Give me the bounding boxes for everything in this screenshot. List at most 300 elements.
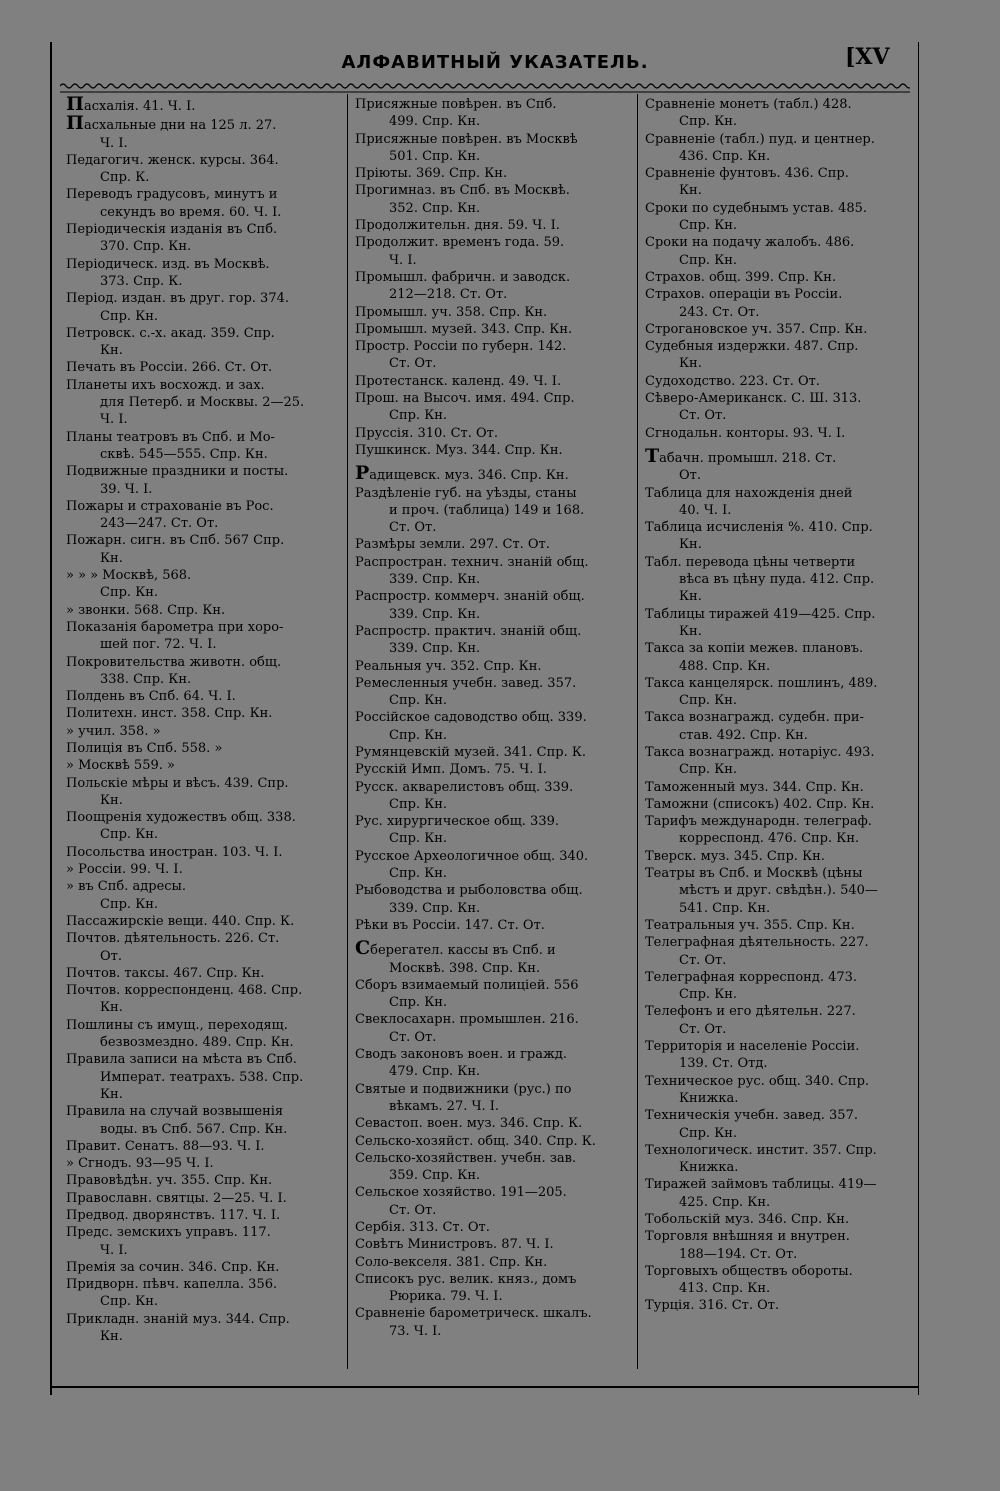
- index-entry-text: Политехн. инст. 358. Спр. Кн.: [66, 706, 273, 722]
- index-entry: [645, 200, 920, 235]
- index-entry: [355, 675, 635, 710]
- index-entry-text: Технологическ. инстит. 357. Спр.: [645, 1142, 877, 1158]
- page-border-bottom: [50, 1386, 919, 1388]
- index-entry-text: Таблица для нахожденія дней: [645, 485, 853, 501]
- index-entry-continuation: Спр. Кн.: [389, 408, 448, 424]
- index-entry: [355, 217, 635, 234]
- index-entry-continuation: 339. Спр. Кн.: [389, 606, 481, 622]
- index-entry-text: Сроки на подачу жалобъ. 486.: [645, 235, 855, 251]
- index-entry: [355, 182, 635, 217]
- index-entry-text: Таможенный муз. 344. Спр. Кн.: [645, 779, 864, 795]
- index-entry-continuation: Спр. Кн.: [389, 727, 448, 743]
- index-entry-continuation: Спр. Кн.: [679, 762, 738, 778]
- index-entry-text: Театры въ Спб. и Москвѣ (цѣны: [645, 866, 863, 882]
- index-column-1: [66, 93, 346, 1345]
- index-entry-text: Правит. Сенатъ. 88—93. Ч. I.: [66, 1138, 265, 1154]
- index-entry-text: Страхов. операціи въ Россіи.: [645, 287, 843, 303]
- index-entry-text: Тверск. муз. 345. Спр. Кн.: [645, 848, 825, 864]
- index-entry-continuation: Ст. От.: [679, 408, 727, 424]
- index-entry-continuation: Кн.: [100, 1000, 123, 1016]
- index-entry-rest: асхалія. 41. Ч. I.: [83, 99, 196, 114]
- index-entry-continuation: Кн.: [100, 792, 123, 808]
- index-entry: [66, 723, 346, 740]
- index-section-initial: Р: [355, 462, 370, 485]
- index-entry-text: Почтов. корреспонденц. 468. Спр.: [66, 983, 303, 999]
- index-entry: [66, 112, 346, 152]
- index-entry: [645, 1003, 920, 1038]
- index-entry: [66, 429, 346, 464]
- index-entry: [355, 1150, 635, 1185]
- index-entry: [355, 917, 635, 934]
- index-entry: [66, 1259, 346, 1276]
- index-entry-text: Торговля внѣшняя и внутрен.: [645, 1229, 850, 1245]
- index-entry-text: Пруссія. 310. Ст. От.: [355, 425, 498, 441]
- index-entry-continuation: Кн.: [679, 589, 702, 605]
- index-entry-text: Сравненіе (табл.) пуд. и центнер.: [645, 131, 875, 147]
- index-entry: [645, 675, 920, 710]
- index-entry-text: Полдень въ Спб. 64. Ч. I.: [66, 689, 236, 705]
- index-entry: [645, 554, 920, 606]
- index-entry-continuation: 359. Спр. Кн.: [389, 1168, 481, 1184]
- index-entry: [645, 1073, 920, 1108]
- index-entry-text: Сравненіе барометрическ. шкалъ.: [355, 1306, 592, 1322]
- index-entry-text: Простр. Россіи по губерн. 142.: [355, 339, 567, 355]
- index-entry: [645, 519, 920, 554]
- index-entry-continuation: Спр. Кн.: [100, 827, 159, 843]
- index-entry-text: Педагогич. женск. курсы. 364.: [66, 152, 279, 168]
- index-entry: [645, 779, 920, 796]
- index-entry: [645, 709, 920, 744]
- index-entry: [645, 934, 920, 969]
- index-entry-text: Предс. земскихъ управъ. 117.: [66, 1225, 271, 1241]
- index-entry: [355, 1133, 635, 1150]
- index-entry: [66, 377, 346, 429]
- index-entry-text: Поощренія художествъ общ. 338.: [66, 810, 296, 826]
- index-entry-text: Телефонъ и его дѣятельн. 227.: [645, 1004, 856, 1020]
- index-entry: [355, 813, 635, 848]
- index-entry-continuation: 373. Спр. К.: [100, 273, 183, 289]
- index-entry-text: Румянцевскій музей. 341. Спр. К.: [355, 744, 587, 760]
- index-entry: [66, 1207, 346, 1224]
- index-entry-text: Таблицы тиражей 419—425. Спр.: [645, 606, 876, 622]
- index-entry-rest: абачн. промышл. 218. Ст.: [659, 450, 837, 466]
- index-entry-text: Соло-векселя. 381. Спр. Кн.: [355, 1254, 548, 1270]
- index-entry-continuation: для Петерб. и Москвы. 2—25.: [100, 395, 305, 411]
- index-entry-continuation: Спр. Кн.: [100, 1294, 159, 1310]
- index-entry-text: Почтов. дѣятельность. 226. Ст.: [66, 931, 280, 947]
- index-entry: [645, 1297, 920, 1314]
- index-entry-text: Таможни (списокъ) 402. Спр. Кн.: [645, 796, 875, 812]
- index-entry-continuation: мѣстъ и друг. свѣдѣн.). 540—: [679, 883, 878, 899]
- index-entry-continuation: Ч. I.: [100, 1242, 128, 1258]
- index-entry-text: Присяжные повѣрен. въ Москвѣ: [355, 131, 578, 147]
- index-entry-continuation: Спр. Кн.: [389, 693, 448, 709]
- page-number: [XV: [845, 44, 890, 70]
- index-entry-text: Пожары и страхованіе въ Рос.: [66, 498, 274, 514]
- index-entry-continuation: 479. Спр. Кн.: [389, 1064, 481, 1080]
- index-entry-continuation: От.: [100, 948, 122, 964]
- index-entry-text: Техническія учебн. завед. 357.: [645, 1108, 858, 1124]
- index-entry-rest: асхальные дни на 125 л. 27.: [83, 118, 277, 134]
- index-entry-text: Предвод. дворянствъ. 117. Ч. I.: [66, 1208, 281, 1223]
- index-entry-text: Техническое рус. общ. 340. Спр.: [645, 1073, 870, 1089]
- index-entry-continuation: Ст. От.: [389, 1029, 437, 1045]
- index-entry-text: Сельско-хозяйст. общ. 340. Спр. К.: [355, 1133, 596, 1149]
- index-section-initial: П: [66, 112, 84, 135]
- index-entry-continuation: Кн.: [679, 356, 702, 372]
- index-entry-text: Строгановское уч. 357. Спр. Кн.: [645, 321, 868, 337]
- index-entry-text: Тобольскій муз. 346. Спр. Кн.: [645, 1212, 850, 1227]
- index-entry-continuation: корреспонд. 476. Спр. Кн.: [679, 831, 860, 847]
- index-entry-text: Рус. хирургическое общ. 339.: [355, 814, 560, 830]
- index-entry-text: Распростр. практич. знаній общ.: [355, 623, 582, 639]
- index-entry-continuation: Ст. От.: [679, 1021, 727, 1037]
- index-entry-continuation: 188—194. Ст. От.: [679, 1246, 798, 1262]
- index-entry-continuation: Спр. Кн.: [679, 252, 738, 268]
- index-entry-text: Сельско-хозяйствен. учебн. зав.: [355, 1150, 577, 1166]
- index-entry-continuation: 425. Спр. Кн.: [679, 1194, 771, 1210]
- index-entry-text: Періодическ. изд. въ Москвѣ.: [66, 256, 270, 272]
- index-entry-text: Рыбоводства и рыболовства общ.: [355, 883, 583, 899]
- index-entry-text: Покровительства животн. общ.: [66, 654, 282, 670]
- index-entry-text: Правила записи на мѣста въ Спб.: [66, 1052, 297, 1068]
- index-entry-text: Страхов. общ. 399. Спр. Кн.: [645, 269, 837, 285]
- index-entry: [355, 96, 635, 131]
- page-border-left: [50, 42, 52, 1395]
- index-entry: [355, 1236, 635, 1253]
- index-entry: [355, 1219, 635, 1236]
- index-entry-continuation: 338. Спр. Кн.: [100, 671, 192, 687]
- index-entry-text: » Москвѣ 559. »: [66, 758, 175, 774]
- index-entry: [645, 969, 920, 1004]
- index-entry-continuation: 212—218. Ст. От.: [389, 287, 508, 303]
- index-section-initial: Т: [645, 444, 660, 467]
- index-entry-text: Такса за копіи межев. плановъ.: [645, 641, 864, 657]
- index-entry-text: Сравненіе фунтовъ. 436. Спр.: [645, 166, 849, 182]
- index-entry: [645, 165, 920, 200]
- index-entry: [645, 640, 920, 675]
- index-entry: [66, 619, 346, 654]
- index-entry: [66, 654, 346, 689]
- index-entry-text: Такса вознагражд. нотаріус. 493.: [645, 744, 875, 760]
- index-entry-text: Театральныя уч. 355. Спр. Кн.: [645, 917, 855, 933]
- index-column-3: [645, 96, 920, 1315]
- index-entry-continuation: Спр. Кн.: [679, 114, 738, 130]
- index-entry-text: Пріюты. 369. Спр. Кн.: [355, 166, 508, 182]
- index-entry-rest: берегател. кассы въ Спб. и: [370, 943, 556, 959]
- index-entry: [355, 1184, 635, 1219]
- index-entry-text: Промышл. уч. 358. Спр. Кн.: [355, 304, 548, 320]
- index-entry: [66, 325, 346, 360]
- index-entry-continuation: и проч. (таблица) 149 и 168.: [389, 502, 585, 518]
- index-entry-continuation: 40. Ч. I.: [679, 502, 732, 518]
- index-entry-text: Пожарн. сигн. въ Спб. 567 Спр.: [66, 533, 285, 549]
- index-entry-text: Судебныя издержки. 487. Спр.: [645, 339, 859, 355]
- index-entry: [66, 1190, 346, 1207]
- index-entry-text: Сербія. 313. Ст. От.: [355, 1220, 490, 1235]
- index-entry-text: Присяжные повѣрен. въ Спб.: [355, 97, 557, 112]
- index-entry: [645, 269, 920, 286]
- index-entry: [66, 775, 346, 810]
- index-entry: [645, 338, 920, 373]
- index-entry-text: Распростр. коммерч. знаній общ.: [355, 589, 585, 605]
- index-entry-text: Почтов. таксы. 467. Спр. Кн.: [66, 965, 265, 981]
- index-entry: [66, 688, 346, 705]
- index-entry-text: Табл. перевода цѣны четверти: [645, 554, 856, 570]
- index-entry-continuation: 501. Спр. Кн.: [389, 148, 481, 164]
- index-entry: [645, 321, 920, 338]
- index-entry-text: Территорія и населеніе Россіи.: [645, 1039, 860, 1055]
- index-entry: [355, 848, 635, 883]
- index-entry: [645, 425, 920, 442]
- index-entry-continuation: Кн.: [679, 623, 702, 639]
- index-entry-continuation: Кн.: [100, 1329, 123, 1345]
- index-entry-continuation: Рюрика. 79. Ч. I.: [389, 1289, 503, 1305]
- index-entry: [66, 567, 346, 602]
- index-entry: [355, 390, 635, 425]
- index-entry-text: Прош. на Высоч. имя. 494. Спр.: [355, 391, 575, 407]
- index-entry-continuation: Спр. Кн.: [389, 995, 448, 1011]
- index-entry: [66, 809, 346, 844]
- index-entry: [355, 234, 635, 269]
- index-entry-text: Планы театровъ въ Спб. и Мо-: [66, 429, 275, 445]
- index-entry-text: Сѣверо-Американск. С. Ш. 313.: [645, 391, 862, 407]
- index-entry-continuation: Книжка.: [679, 1160, 739, 1176]
- index-entry-text: Продолжит. временъ года. 59.: [355, 235, 565, 251]
- index-entry-text: Торговыхъ обществъ обороты.: [645, 1263, 853, 1279]
- index-entry-text: Пошлины съ имущ., переходящ.: [66, 1017, 288, 1033]
- index-entry-continuation: сквѣ. 545—555. Спр. Кн.: [100, 446, 268, 462]
- index-entry-text: Православн. святцы. 2—25. Ч. I.: [66, 1190, 287, 1206]
- index-entry: [355, 1115, 635, 1132]
- index-entry-text: Петровск. с.-х. акад. 359. Спр.: [66, 325, 275, 341]
- index-entry-rest: адищевск. муз. 346. Спр. Кн.: [369, 468, 569, 484]
- index-entry: [355, 165, 635, 182]
- index-entry-text: Періодическія изданія въ Спб.: [66, 222, 278, 238]
- index-entry-text: Посольства иностран. 103. Ч. I.: [66, 844, 283, 860]
- index-entry: [645, 390, 920, 425]
- index-entry: [355, 658, 635, 675]
- index-entry-continuation: Спр. Кн.: [389, 831, 448, 847]
- index-section-initial: С: [355, 937, 371, 960]
- index-entry-continuation: Спр. Кн.: [679, 1125, 738, 1141]
- index-entry-continuation: 39. Ч. I.: [100, 481, 153, 497]
- index-entry: [645, 286, 920, 321]
- index-entry: [645, 1211, 920, 1228]
- index-entry-continuation: 436. Спр. Кн.: [679, 148, 771, 164]
- index-entry-text: Рѣки въ Россіи. 147. Ст. От.: [355, 917, 545, 933]
- index-entry: [66, 1276, 346, 1311]
- index-entry-text: Пушкинск. Муз. 344. Спр. Кн.: [355, 442, 563, 458]
- index-entry-text: » учил. 358. »: [66, 723, 161, 739]
- index-entry: [355, 1271, 635, 1306]
- index-entry: [355, 338, 635, 373]
- index-entry-text: Ремесленныя учебн. завед. 357.: [355, 675, 577, 691]
- index-entry: [355, 536, 635, 553]
- index-entry: [66, 1311, 346, 1346]
- index-entry: [355, 1254, 635, 1271]
- index-entry-text: Печать въ Россіи. 266. Ст. От.: [66, 360, 273, 376]
- index-entry-text: Турція. 316. Ст. От.: [645, 1298, 780, 1314]
- index-entry: [645, 1038, 920, 1073]
- index-entry: [355, 131, 635, 166]
- index-entry: [355, 1046, 635, 1081]
- index-entry-text: » Россіи. 99. Ч. I.: [66, 862, 183, 878]
- index-entry: [355, 1305, 635, 1340]
- index-entry: [645, 917, 920, 934]
- index-entry-text: Сводъ законовъ воен. и гражд.: [355, 1047, 568, 1063]
- index-entry: [66, 844, 346, 861]
- index-entry-continuation: 352. Спр. Кн.: [389, 200, 481, 216]
- index-entry: [645, 744, 920, 779]
- index-entry-continuation: шей пог. 72. Ч. I.: [100, 637, 217, 653]
- index-entry: [645, 1228, 920, 1263]
- index-entry-continuation: Спр. Кн.: [100, 896, 159, 912]
- index-entry-continuation: Ст. От.: [389, 1202, 437, 1218]
- index-entry-text: Період. издан. въ друг. гор. 374.: [66, 291, 289, 307]
- index-entry: [66, 359, 346, 376]
- column-divider-2: [637, 94, 638, 1369]
- index-entry: [66, 221, 346, 256]
- index-entry: [645, 1176, 920, 1211]
- index-entry: [66, 757, 346, 774]
- index-entry-text: Совѣтъ Министровъ. 87. Ч. I.: [355, 1237, 554, 1253]
- index-entry-text: [66, 93, 344, 115]
- index-entry-continuation: 139. Ст. Отд.: [679, 1056, 768, 1072]
- index-entry-text: Сельское хозяйство. 191—205.: [355, 1185, 567, 1201]
- index-entry: [66, 1224, 346, 1259]
- index-entry: [66, 1172, 346, 1189]
- index-entry: [66, 463, 346, 498]
- index-entry: [355, 425, 635, 442]
- index-entry: [355, 588, 635, 623]
- index-entry-continuation: 243. Ст. От.: [679, 304, 760, 320]
- index-entry: [355, 977, 635, 1012]
- index-entry-continuation: Ч. I.: [100, 412, 128, 428]
- index-entry-text: Списокъ рус. велик. княз., домъ: [355, 1271, 577, 1287]
- index-entry-continuation: вѣса въ цѣну пуда. 412. Спр.: [679, 572, 875, 588]
- index-entry: [355, 269, 635, 304]
- index-entry-text: Телеграфная дѣятельность. 227.: [645, 935, 869, 951]
- index-entry-text: » Сгнодъ. 93—95 Ч. I.: [66, 1156, 214, 1172]
- index-entry-continuation: воды. въ Спб. 567. Спр. Кн.: [100, 1121, 288, 1137]
- index-entry-text: Таблица исчисленія %. 410. Спр.: [645, 520, 873, 536]
- index-entry-continuation: Кн.: [100, 343, 123, 359]
- index-entry-continuation: 541. Спр. Кн.: [679, 900, 771, 916]
- index-entry-continuation: 73. Ч. I.: [389, 1323, 442, 1339]
- index-entry: [66, 152, 346, 187]
- index-entry: [66, 1103, 346, 1138]
- index-entry: [355, 462, 635, 485]
- index-entry-continuation: Спр. Кн.: [389, 796, 448, 812]
- index-entry: [355, 485, 635, 537]
- index-entry-continuation: Ч. I.: [389, 252, 417, 268]
- index-entry-text: [355, 937, 633, 960]
- index-entry-text: Россійское садоводство общ. 339.: [355, 710, 587, 726]
- index-entry-continuation: 243—247. Ст. От.: [100, 516, 219, 532]
- index-entry-continuation: 370. Спр. Кн.: [100, 239, 192, 255]
- index-entry-continuation: Ст. От.: [389, 520, 437, 536]
- index-entry: [645, 444, 920, 485]
- index-entry-continuation: Кн.: [100, 1086, 123, 1102]
- index-entry-continuation: От.: [679, 468, 701, 484]
- index-entry-continuation: Спр. Кн.: [679, 693, 738, 709]
- index-entry-text: Сроки по судебнымъ устав. 485.: [645, 200, 868, 216]
- index-entry: [355, 373, 635, 390]
- index-entry-text: Тарифъ международн. телеграф.: [645, 814, 872, 830]
- index-entry: [645, 606, 920, 641]
- index-entry-text: Сборъ взимаемый полиціей. 556: [355, 977, 579, 993]
- index-entry: [66, 982, 346, 1017]
- index-entry: [355, 882, 635, 917]
- index-entry-continuation: безвозмездно. 489. Спр. Кн.: [100, 1035, 294, 1051]
- index-entry-continuation: Кн.: [679, 537, 702, 553]
- index-entry-continuation: 339. Спр. Кн.: [389, 900, 481, 916]
- index-entry-continuation: Спр. Кн.: [100, 585, 159, 601]
- index-entry-continuation: 339. Спр. Кн.: [389, 641, 481, 657]
- index-entry: [66, 532, 346, 567]
- index-entry-text: Русское Археологичное общ. 340.: [355, 848, 589, 864]
- index-entry-text: Русскій Имп. Домъ. 75. Ч. I.: [355, 762, 547, 778]
- index-entry-text: Такса канцелярск. пошлинъ, 489.: [645, 675, 878, 691]
- index-entry-continuation: 413. Спр. Кн.: [679, 1281, 771, 1297]
- index-entry: [355, 304, 635, 321]
- index-entry: [66, 256, 346, 291]
- index-entry-text: Такса вознагражд. судебн. при-: [645, 710, 864, 726]
- index-entry-text: Тиражей займовъ таблицы. 419—: [645, 1177, 877, 1193]
- index-entry-text: Переводъ градусовъ, минутъ и: [66, 187, 278, 203]
- index-entry-continuation: Спр. Кн.: [100, 308, 159, 324]
- column-divider-1: [347, 94, 348, 1369]
- index-entry: [66, 1138, 346, 1155]
- index-entry-text: Севастоп. воен. муз. 346. Спр. К.: [355, 1116, 583, 1132]
- index-entry: [645, 1142, 920, 1177]
- index-entry-continuation: Ст. От.: [389, 356, 437, 372]
- index-entry: [645, 848, 920, 865]
- index-entry-text: Сравненіе монетъ (табл.) 428.: [645, 97, 852, 112]
- index-entry: [355, 554, 635, 589]
- index-entry-text: Свеклосахарн. промышлен. 216.: [355, 1012, 579, 1028]
- index-entry-text: Промышл. музей. 343. Спр. Кн.: [355, 321, 573, 337]
- index-entry-text: Протестанск. календ. 49. Ч. I.: [355, 373, 562, 389]
- index-entry-continuation: Императ. театрахъ. 538. Спр.: [100, 1069, 304, 1085]
- index-entry-continuation: став. 492. Спр. Кн.: [679, 727, 808, 743]
- index-entry-continuation: Спр. Кн.: [389, 866, 448, 882]
- index-entry: [66, 913, 346, 930]
- index-entry-continuation: Спр. Кн.: [679, 218, 738, 234]
- index-entry: [66, 705, 346, 722]
- index-entry-text: Русск. акварелистовъ общ. 339.: [355, 779, 574, 795]
- index-entry: [66, 1017, 346, 1052]
- index-entry-text: Планеты ихъ восхожд. и зах.: [66, 377, 265, 393]
- index-entry: [645, 96, 920, 131]
- index-entry-text: Святые и подвижники (рус.) по: [355, 1081, 572, 1097]
- index-entry-text: [66, 112, 344, 135]
- index-entry-text: Подвижные праздники и посты.: [66, 464, 289, 480]
- index-entry: [645, 485, 920, 520]
- index-entry-text: [355, 462, 633, 485]
- index-entry-continuation: Ст. От.: [679, 952, 727, 968]
- index-entry: [355, 937, 635, 977]
- index-entry: [355, 1081, 635, 1116]
- index-entry-text: Правила на случай возвышенія: [66, 1104, 284, 1120]
- index-entry-text: Премія за сочин. 346. Спр. Кн.: [66, 1259, 280, 1275]
- index-entry: [355, 709, 635, 744]
- index-entry: [355, 442, 635, 459]
- header-wavy-rule: [60, 80, 910, 94]
- index-entry: [355, 321, 635, 338]
- index-entry-text: Придворн. пѣвч. капелла. 356.: [66, 1277, 278, 1293]
